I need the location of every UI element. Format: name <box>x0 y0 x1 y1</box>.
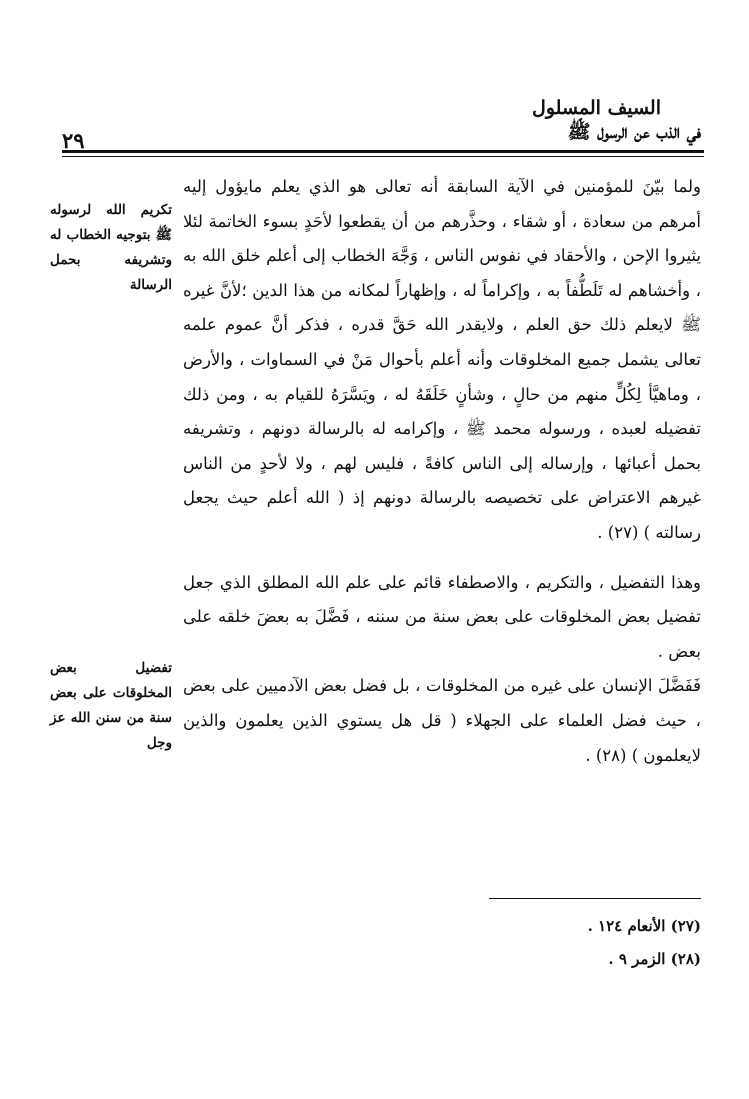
header-rule <box>62 150 704 153</box>
page-number: ٢٩ <box>62 128 85 153</box>
footnote: (٢٨) الزمر ٩ . <box>608 950 701 968</box>
footnote: (٢٧) الأنعام ١٢٤ . <box>587 917 701 935</box>
footnote-rule <box>489 898 701 899</box>
paragraph: وهذا التفضيل ، والتكريم ، والاصطفاء قائم على علم الله المطلق الذي جعل تفضيل بعض المخلوقات على بعض سنة من سننه ، فَضَّلَ به بعضَ خلقه على بعض . <box>183 572 701 661</box>
header-title-line2: في الذب عن الرسول ﷺ <box>567 121 701 143</box>
margin-note: تفضيل بعض المخلوقات على بعض سنة من سنن الله عز وجل <box>50 660 172 751</box>
main-text <box>183 170 701 773</box>
running-header-title <box>441 96 701 144</box>
margin-note: تكريم الله لرسوله ﷺ بتوجيه الخطاب له وتشريفه بحمل الرسالة <box>50 202 172 293</box>
footnotes <box>301 910 701 976</box>
paragraph: فَفَضَّلَ الإنسان على غيره من المخلوقات ، بل فضل بعض الآدميين على بعض ، حيث فضل العلماء على الجهلاء ( قل هل يستوي الذين يعلمون والذين لايعلمون ) (٢٨) . <box>183 676 701 765</box>
header-title-line1: السيف المسلول <box>532 97 661 119</box>
header-rule-thin <box>62 156 704 157</box>
paragraph: ولما بيّنَ للمؤمنين في الآية السابقة أنه تعالى هو الذي يعلم مايؤول إليه أمرهم من سعادة ، أو شقاء ، وحذَّرهم من أن يقطعوا لأحَدٍ بسوء الخاتمة لئلا يثيروا الإحن ، والأحقاد في نفوس الناس ، وَجَّهَ الخطاب إلى أعلم خلق الله به ، وأخشاهم له تَلَطُّفاً به ، وإكراماً له ، وإظهاراً لمكانه من هذا الدين ؛لأنَّ غيره ﷺ لايعلم ذلك حق العلم ، ولايقدر الله حَقَّ قدره ، فذكر أنَّ عموم علمه تعالى يشمل جميع المخلوقات وأنه أعلم بأحوال مَنْ في السماوات ، والأرض ، وماهيَّأ لِكُلٍّ منهم من حالٍ ، وشأنٍ خَلَقَهُ له ، ويَسَّرَهُ للقيام به ، ومن ذلك تفضيله لعبده ، ورسوله محمد ﷺ ، وإكرامه له بالرسالة دونهم ، وتشريفه بحمل أعبائها ، وإرساله إلى الناس كافةً ، فليس لهم ، ولا لأحدٍ من الناس غيرهم الاعتراض على تخصيصه بالرسالة دونهم إذ ( الله أعلم حيث يجعل رسالته ) (٢٧) . <box>183 177 701 542</box>
